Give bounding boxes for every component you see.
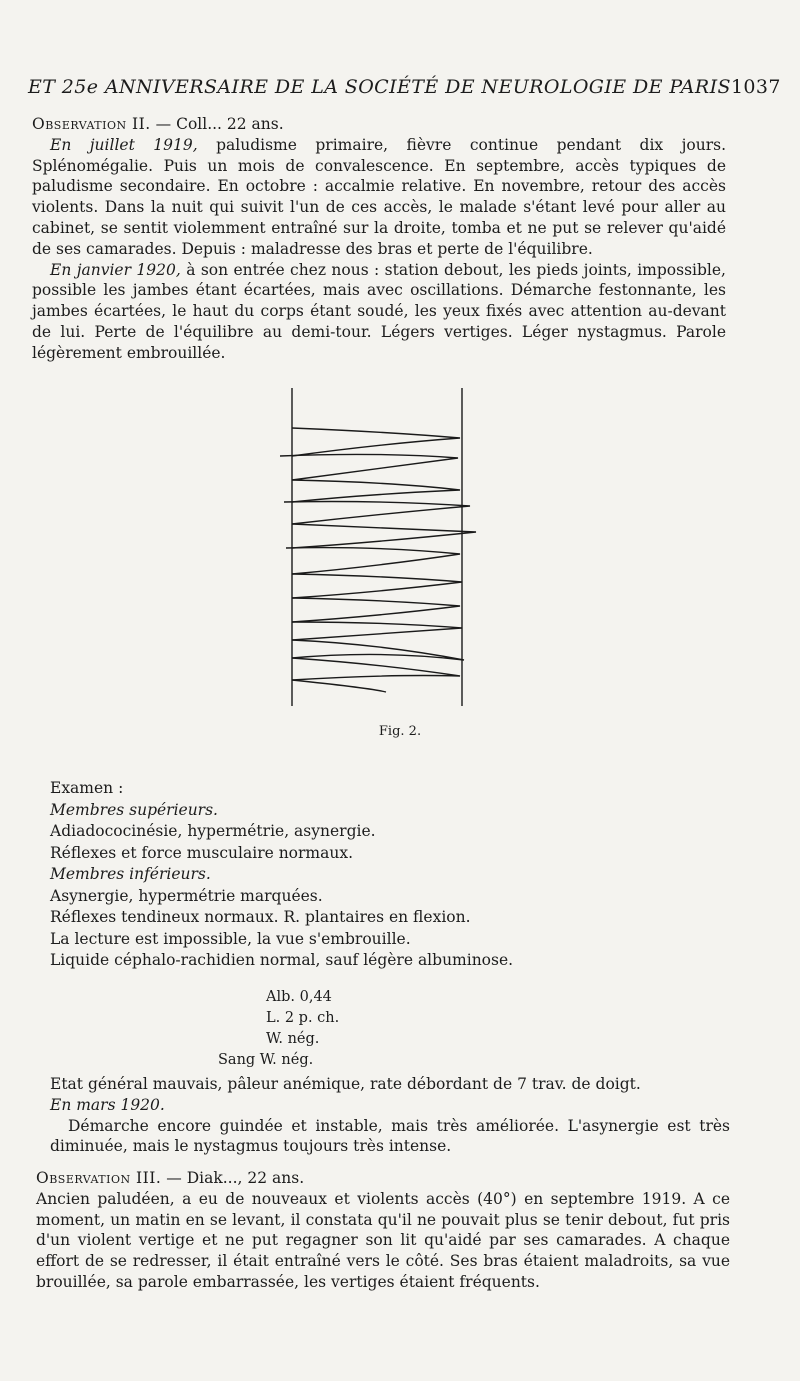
observation-2-paragraph-1: paludisme primaire, fièvre continue pendant dix jours. Splénomégalie. Puis un mois de convalescence. En septembre, accès typiques de paludisme secondaire. En octobre : accalmie relative. En novembre, retour des accès violents. Dans la nuit qui suivit l'un de ces accès, le malade s'étant levé pour aller au cabinet, se sentit violemment entraîné sur la droite, tomba et ne put se relever qu'aidé de ses camarades. Depuis : maladresse des bras et perte de l'équilibre. [32, 135, 727, 258]
observation-2 [32, 114, 726, 364]
figure-trace [280, 428, 476, 692]
followup-date: En mars 1920. [50, 1095, 165, 1114]
running-title: ET 25e ANNIVERSAIRE DE LA SOCIÉTÉ DE NEUROLOGIE DE PARIS [28, 76, 731, 98]
followup-section [50, 1074, 730, 1157]
figure-caption: Fig. 2. [378, 724, 422, 739]
upper-limbs-line-2: Réflexes et force musculaire normaux. [50, 843, 354, 862]
csf-line: Liquide céphalo-rachidien normal, sauf légère albuminose. [50, 951, 514, 969]
exam-title: Examen : [50, 779, 124, 797]
lab-blood-wassermann: Sang W. nég. [218, 1052, 314, 1068]
observation-3 [36, 1168, 730, 1293]
upper-limbs-heading: Membres supérieurs. [50, 800, 218, 819]
page-number: 1037 [730, 76, 781, 98]
observation-2-patient: — Coll... 22 ans. [155, 115, 284, 133]
lab-lymphocytes: L. 2 p. ch. [266, 1010, 340, 1026]
observation-2-date-2: En janvier 1920, [50, 260, 181, 279]
lower-limbs-line-2: Réflexes tendineux normaux. R. plantaires en flexion. [50, 908, 471, 926]
observation-3-paragraph: Ancien paludéen, a eu de nouveaux et violents accès (40°) en septembre 1919. A ce moment, un matin en se levant, il constata qu'il ne pouvait plus se tenir debout, fut pris d'un violent vertige et ne put regagner son lit qu'aidé par ses camarades. A chaque effort de se redresser, il était entraîné vers le côté. Ses bras étaient maladroits, sa vue brouillée, sa parole embarrassée, les vertiges étaient fréquents. [36, 1189, 730, 1291]
running-header [28, 76, 781, 98]
exam-section [50, 778, 730, 972]
observation-3-patient: — Diak..., 22 ans. [166, 1169, 305, 1187]
lab-albumin: Alb. 0,44 [266, 989, 332, 1005]
lab-wassermann: W. nég. [266, 1031, 320, 1047]
reading-line: La lecture est impossible, la vue s'embrouille. [50, 929, 411, 948]
figure-gait-tracing [270, 384, 490, 716]
observation-2-heading: Observation II. [32, 115, 151, 133]
followup-gait: Démarche encore guindée et instable, mais très améliorée. L'asynergie est très diminuée, mais le nystagmus toujours très intense. [50, 1116, 730, 1156]
lower-limbs-heading: Membres inférieurs. [50, 865, 211, 883]
upper-limbs-line-1: Adiadococinésie, hypermétrie, asynergie. [50, 822, 376, 840]
observation-2-paragraph-2: à son entrée chez nous : station debout, les pieds joints, impossible, possible les jambes étant écartées, mais avec oscillations. Démarche festonnante, les jambes écartées, le haut du corps étant soudé, les yeux fixés avec attention au-devant de lui. Perte de l'équilibre au demi-tour. Légers vertiges. Léger nystagmus. Parole légèrement embrouillée. [32, 260, 726, 362]
followup-general: Etat général mauvais, pâleur anémique, rate débordant de 7 trav. de doigt. [50, 1075, 641, 1093]
observation-3-heading: Observation III. [36, 1169, 162, 1187]
observation-2-date-1: En juillet 1919, [50, 135, 198, 154]
lower-limbs-line-1: Asynergie, hypermétrie marquées. [50, 886, 323, 905]
